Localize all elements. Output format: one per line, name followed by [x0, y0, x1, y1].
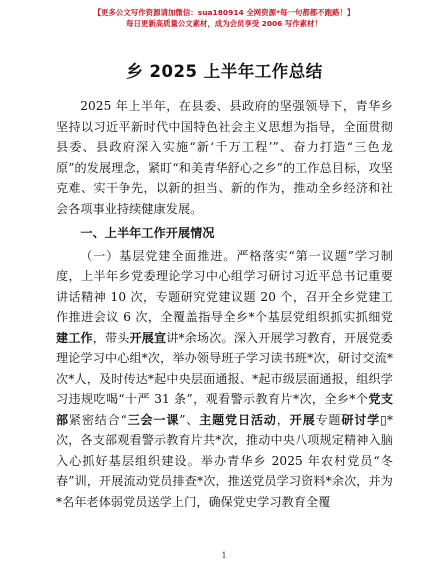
party-building-paragraph: [56, 246, 393, 513]
text-segment: （一）基层党建全面推进。严格落实“第一议题”学习制度，上半年乡党委理论学习中心组学习研讨习近平总书记重要讲话精神 10 次，专题研究党建议题 20 个，召开全乡党建工作推进会议 6 次，全覆盖指导全乡*个基层党组织抓实抓细党: [56, 248, 393, 324]
bold-text: 三会一课: [126, 412, 180, 427]
bold-text: 建工作: [56, 330, 93, 345]
intro-paragraph: 2025 年上半年，在县委、县政府的坚强领导下，青华乡坚持以习近平新时代中国特色社会主义思想为指导，全面贯彻县委、县政府深入实施“新‘千万工程’”、奋力打造“三色龙原”的发展理念，紧盯“和美青华舒心之乡”的工作总目标，攻坚克难、实干争先，以新的担当、新的作为，推动全乡经济和社会各项事业持续健康发展。: [56, 99, 393, 216]
text-segment: 专题: [315, 412, 342, 427]
page-number: 1: [221, 551, 227, 560]
promo-banner: [0, 7, 448, 29]
bold-text: 开展宣: [129, 330, 167, 345]
text-segment: ▯*次，各支部观看警示教育片共*次，推动中央八项规定精神入脑入心抓好基层组织建设。举办青华乡 2025 年农村党员“冬春”训，开展流动党员排查*次，推送党员学习资料*余次，并为*名年老体弱党员送学上门，确保党史学习教育全覆: [56, 412, 394, 509]
document-page: [56, 58, 393, 512]
text-segment: 紧密结合“: [68, 412, 127, 427]
banner-line-1: 【更多公文写作资源请加微信：sua180914 全网资源*每一句都都不跑路！】: [93, 8, 355, 17]
bold-text: 开展: [289, 412, 316, 427]
section-heading: 一、上半年工作开展情况: [80, 226, 215, 240]
banner-line-2: 每日更新高质量公文素材，成为会员享受 2006 写作素材！: [126, 19, 322, 28]
text-segment: ”、: [179, 412, 200, 427]
document-title: 乡 2025 上半年工作总结: [126, 62, 323, 81]
bold-text: 主题党日活动: [199, 412, 277, 427]
text-segment: 讲*余场次。深入开展学习教育，开展党委理论学习中心组*次，举办领导班子学习读书班*次，研讨交流*次*人，及时传达*起中央层面通报、*起市级层面通报，组织学习违规吃喝“十严 31 条”，观看警示教育片*次，全乡*个: [56, 330, 393, 406]
bold-text: 党支部: [56, 392, 394, 427]
text-segment: ，带头: [92, 330, 130, 345]
bold-text: 研讨学: [341, 412, 381, 427]
text-segment: ，: [276, 412, 290, 427]
